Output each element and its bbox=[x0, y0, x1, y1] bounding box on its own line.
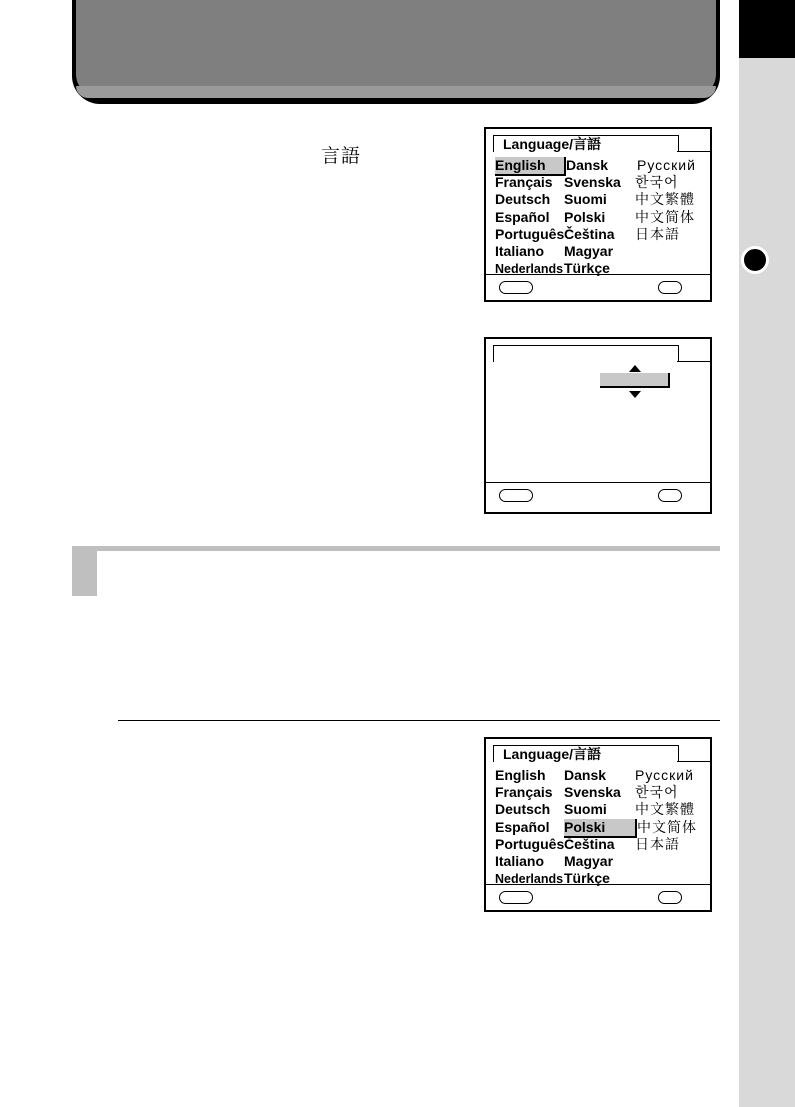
screen-footer-divider bbox=[486, 482, 710, 483]
chapter-tab-cap bbox=[739, 0, 795, 58]
language-option-francais[interactable]: Français bbox=[495, 174, 553, 191]
language-row bbox=[495, 157, 717, 174]
ok-button-icon[interactable] bbox=[658, 891, 682, 904]
language-option-magyar[interactable]: Magyar bbox=[564, 852, 614, 869]
language-row bbox=[495, 191, 717, 208]
language-option-italiano[interactable]: Italiano bbox=[495, 242, 545, 259]
menu-button-icon[interactable] bbox=[499, 891, 533, 904]
section-heading-bar bbox=[72, 546, 720, 551]
language-option-japanese[interactable]: 日本語 bbox=[635, 225, 680, 242]
language-row bbox=[495, 767, 717, 784]
language-option-cestina[interactable]: Čeština bbox=[564, 835, 615, 852]
chapter-side-tab bbox=[739, 0, 795, 1107]
language-option-russian[interactable]: Русский bbox=[635, 767, 694, 783]
language-option-dansk[interactable]: Dansk bbox=[566, 157, 609, 173]
language-option-japanese[interactable]: 日本語 bbox=[635, 835, 680, 852]
language-row bbox=[495, 226, 717, 243]
language-option-turkce[interactable]: Türkçe bbox=[564, 260, 610, 277]
language-option-deutsch[interactable]: Deutsch bbox=[495, 191, 551, 208]
language-option-chinese-traditional[interactable]: 中文繁體 bbox=[635, 191, 695, 208]
language-option-chinese-simplified[interactable]: 中文简体 bbox=[637, 818, 697, 835]
language-option-svenska[interactable]: Svenska bbox=[564, 174, 621, 191]
language-option-english[interactable]: English bbox=[495, 157, 566, 176]
selected-value-box[interactable] bbox=[600, 373, 670, 388]
language-row bbox=[495, 243, 717, 260]
screen-tab-title: Language/言語 bbox=[493, 745, 679, 762]
language-option-espanol[interactable]: Español bbox=[495, 208, 550, 225]
language-option-suomi[interactable]: Suomi bbox=[564, 801, 607, 818]
language-option-italiano[interactable]: Italiano bbox=[495, 852, 545, 869]
language-option-suomi[interactable]: Suomi bbox=[564, 191, 607, 208]
language-option-chinese-simplified[interactable]: 中文简体 bbox=[635, 208, 695, 225]
language-row bbox=[495, 801, 717, 818]
language-option-dansk[interactable]: Dansk bbox=[564, 767, 607, 783]
language-row bbox=[495, 174, 717, 191]
language-option-russian[interactable]: Русский bbox=[637, 157, 696, 173]
step-divider bbox=[118, 720, 720, 721]
language-option-nederlands[interactable]: Nederlands bbox=[495, 262, 564, 277]
language-row bbox=[495, 784, 717, 801]
screen-footer-divider bbox=[486, 884, 710, 885]
language-option-english[interactable]: English bbox=[495, 767, 546, 783]
page-header-banner bbox=[72, 0, 720, 104]
language-option-chinese-traditional[interactable]: 中文繁體 bbox=[635, 801, 695, 818]
language-grid bbox=[495, 767, 717, 887]
screen-tab-title: Language/言語 bbox=[493, 135, 679, 152]
tab-divider bbox=[677, 361, 710, 362]
language-option-portugues[interactable]: Português bbox=[495, 225, 565, 242]
language-option-turkce[interactable]: Türkçe bbox=[564, 870, 610, 887]
language-menu-screen-polski bbox=[484, 737, 712, 912]
tab-divider bbox=[677, 151, 710, 152]
language-option-portugues[interactable]: Português bbox=[495, 835, 565, 852]
menu-button-icon[interactable] bbox=[499, 489, 533, 502]
language-option-svenska[interactable]: Svenska bbox=[564, 784, 621, 801]
language-option-espanol[interactable]: Español bbox=[495, 818, 550, 835]
screen-footer-divider bbox=[486, 274, 710, 275]
language-row bbox=[495, 853, 717, 870]
language-menu-screen bbox=[484, 127, 712, 302]
arrow-down-icon[interactable] bbox=[629, 391, 641, 398]
ok-button-icon[interactable] bbox=[658, 489, 682, 502]
setting-screen bbox=[484, 337, 712, 514]
language-grid bbox=[495, 157, 717, 277]
ok-button-icon[interactable] bbox=[658, 281, 682, 294]
language-option-deutsch[interactable]: Deutsch bbox=[495, 801, 551, 818]
body-text-kanji: 言語 bbox=[321, 146, 362, 167]
language-row bbox=[495, 836, 717, 853]
chapter-marker-icon bbox=[741, 246, 769, 274]
language-row bbox=[495, 209, 717, 226]
language-option-cestina[interactable]: Čeština bbox=[564, 225, 615, 242]
menu-button-icon[interactable] bbox=[499, 281, 533, 294]
language-option-magyar[interactable]: Magyar bbox=[564, 242, 614, 259]
language-option-korean[interactable]: 한국어 bbox=[635, 784, 679, 801]
arrow-up-icon[interactable] bbox=[629, 365, 641, 372]
language-option-nederlands[interactable]: Nederlands bbox=[495, 872, 564, 887]
section-heading-block bbox=[72, 546, 97, 596]
language-option-polski[interactable]: Polski bbox=[564, 819, 637, 838]
tab-divider bbox=[677, 761, 710, 762]
screen-tab-empty bbox=[493, 345, 679, 362]
language-option-korean[interactable]: 한국어 bbox=[635, 174, 679, 191]
language-option-francais[interactable]: Français bbox=[495, 784, 553, 801]
page-header-banner-fill bbox=[76, 0, 716, 98]
language-option-polski[interactable]: Polski bbox=[564, 208, 606, 225]
language-row bbox=[495, 819, 717, 836]
